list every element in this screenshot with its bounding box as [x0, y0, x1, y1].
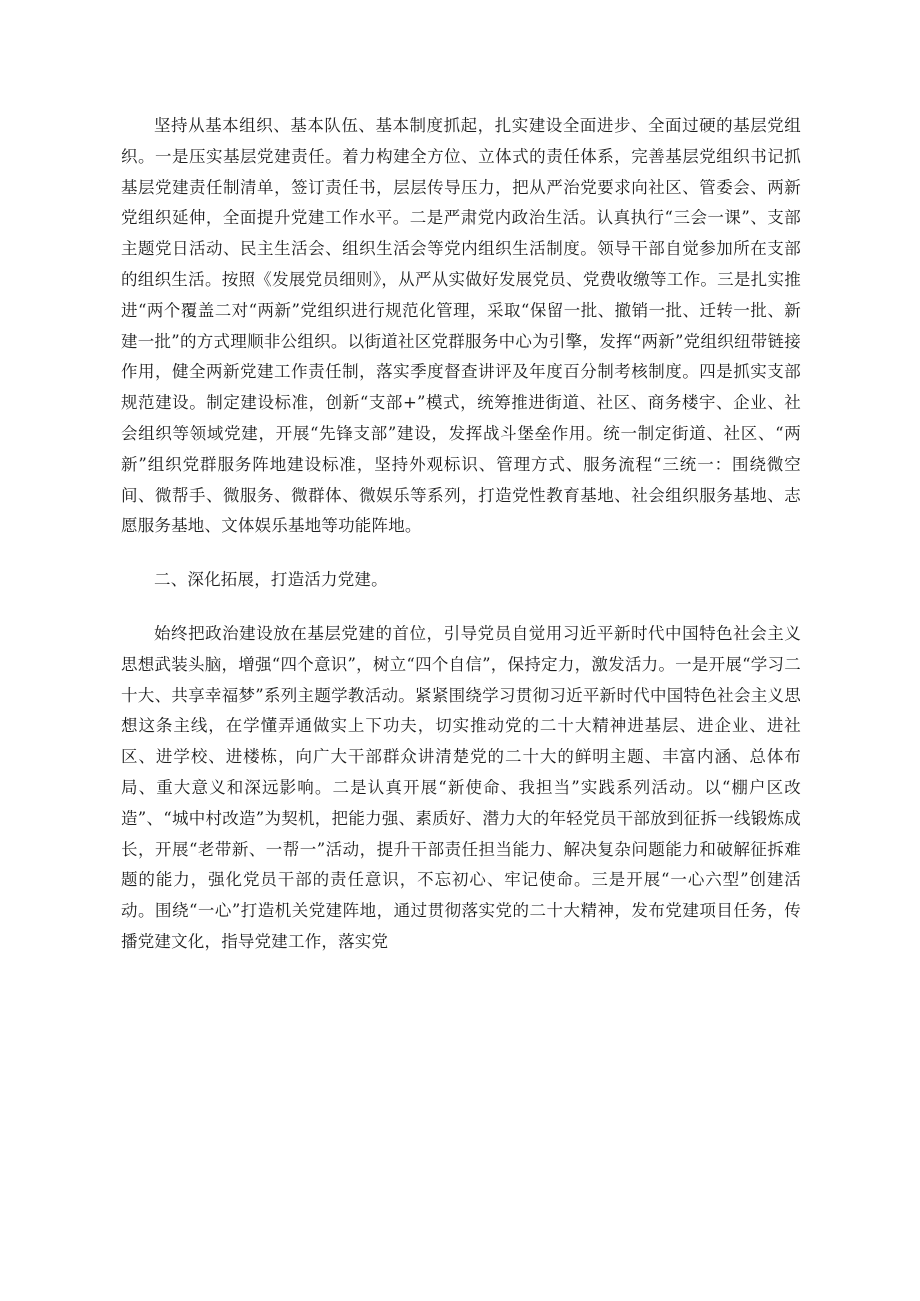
- section-heading: 二、深化拓展，打造活力党建。: [154, 570, 388, 590]
- document-body: [121, 111, 801, 958]
- paragraph-grassroots-organization: 坚持从基本组织、基本队伍、基本制度抓起，扎实建设全面进步、全面过硬的基层党组织。一是压实基层党建责任。着力构建全方位、立体式的责任体系，完善基层党组织书记抓基层党建责任制清单，签订责任书，层层传导压力，把从严治党要求向社区、管委会、两新党组织延伸，全面提升党建工作水平。二是严肃党内政治生活。认真执行“三会一课”、支部主题党日活动、民主生活会、组织生活会等党内组织生活制度。领导干部自觉参加所在支部的组织生活。按照《发展党员细则》，从严从实做好发展党员、党费收缴等工作。三是扎实推进“两个覆盖二对“两新”党组织进行规范化管理，采取“保留一批、撤销一批、迁转一批、新建一批”的方式理顺非公组织。以街道社区党群服务中心为引擎，发挥“两新”党组织纽带链接作用，健全两新党建工作责任制，落实季度督查讲评及年度百分制考核制度。四是抓实支部规范建设。制定建设标准，创新“支部+”模式，统筹推进街道、社区、商务楼宇、企业、社会组织等领域党建，开展“先锋支部”建设，发挥战斗堡垒作用。统一制定街道、社区、“两新”组织党群服务阵地建设标准，坚持外观标识、管理方式、服务流程“三统一：围绕微空间、微帮手、微服务、微群体、微娱乐等系列，打造党性教育基地、社会组织服务基地、志愿服务基地、文体娱乐基地等功能阵地。: [121, 116, 801, 536]
- paragraph-political-building: 始终把政治建设放在基层党建的首位，引导党员自觉用习近平新时代中国特色社会主义思想武装头脑，增强“四个意识”，树立“四个自信”，保持定力，激发活力。一是开展“学习二十大、共享幸福梦”系列主题学教活动。紧紧围绕学习贯彻习近平新时代中国特色社会主义思想这条主线，在学懂弄通做实上下功夫，切实推动党的二十大精神进基层、进企业、进社区、进学校、进楼栋，向广大干部群众讲清楚党的二十大的鲜明主题、丰富内涵、总体布局、重大意义和深远影响。二是认真开展“新使命、我担当”实践系列活动。以“棚户区改造”、“城中村改造”为契机，把能力强、素质好、潜力大的年轻党员干部放到征拆一线锻炼成长，开展“老带新、一帮一”活动，提升干部责任担当能力、解决复杂问题能力和破解征拆难题的能力，强化党员干部的责任意识，不忘初心、牢记使命。三是开展“一心六型”创建活动。围绕“一心”打造机关党建阵地，通过贯彻落实党的二十大精神，发布党建项目任务，传播党建文化，指导党建工作，落实党: [121, 623, 801, 951]
